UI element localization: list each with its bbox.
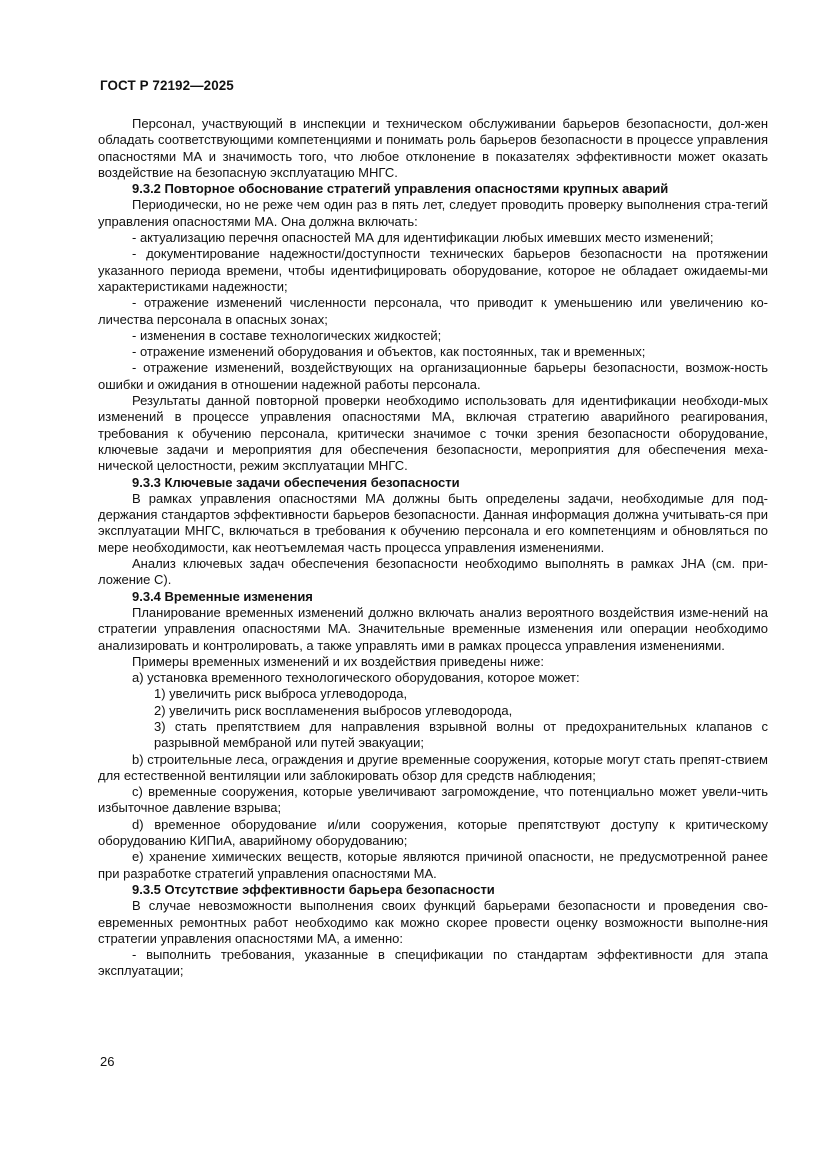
document-header: ГОСТ Р 72192—2025 (100, 78, 234, 93)
list-subitem: 3) стать препятствием для направления взрывной волны от предохранительных клапанов с разрывной мембраной или путей эвакуации; (154, 718, 768, 751)
body-paragraph: - документирование надежности/доступности технических барьеров безопасности на протяжении указанного периода времени, чтобы идентифицировать оборудование, которое не обладает ожидаемы-ми характеристиками надежности; (98, 246, 768, 294)
section-heading: 9.3.4 Временные изменения (132, 588, 313, 604)
page-number: 26 (100, 1054, 115, 1069)
body-paragraph: Персонал, участвующий в инспекции и техническом обслуживании барьеров безопасности, дол-жен обладать соответствующими компетенциями и понимать роль барьеров безопасности в процессе управления опасностями МА и значимость того, что любое отклонение в показателях эффективности может оказать воздействие на безопасную эксплуатацию МНГС. (98, 116, 768, 180)
section-heading: 9.3.2 Повторное обоснование стратегий управления опасностями крупных аварий (132, 181, 669, 197)
body-paragraph: с) временные сооружения, которые увеличивают загромождение, что потенциально может увели-чить избыточное давление взрыва; (98, 784, 768, 816)
body-paragraph: - отражение изменений, воздействующих на организационные барьеры безопасности, возмож-ность ошибки и ожидания в отношении надежной работы персонала. (98, 360, 768, 392)
body-paragraph: - актуализацию перечня опасностей МА для идентификации любых имевших место изменений; (132, 230, 714, 246)
body-paragraph: - отражение изменений оборудования и объектов, как постоянных, так и временных; (132, 344, 646, 360)
section-heading: 9.3.5 Отсутствие эффективности барьера безопасности (132, 881, 495, 897)
body-paragraph: е) хранение химических веществ, которые являются причиной опасности, не предусмотренной ранее при разработке стратегий управления опасностями МА. (98, 849, 768, 881)
body-paragraph: - выполнить требования, указанные в спецификации по стандартам эффективности для этапа эксплуатации; (98, 947, 768, 979)
body-paragraph: d) временное оборудование и/или сооружения, которые препятствуют доступу к критическому оборудованию КИПиА, аварийному оборудованию; (98, 816, 768, 849)
body-paragraph: В случае невозможности выполнения своих функций барьерами безопасности и проведения сво-евременных ремонтных работ необходимо как можно скорее провести оценку возможности выполне-ния стратегии управления опасностями МА, а именно: (98, 898, 768, 946)
body-paragraph: Периодически, но не реже чем один раз в пять лет, следует проводить проверку выполнения стра-тегий управления опасностями МА. Она должна включать: (98, 197, 768, 229)
body-paragraph: а) установка временного технологического оборудования, которое может: (132, 670, 580, 686)
list-subitem: 2) увеличить риск воспламенения выбросов углеводорода, (154, 702, 513, 718)
body-paragraph: b) строительные леса, ограждения и другие временные сооружения, которые могут стать препят-ствием для естественной вентиляции или заблокировать обзор для средств наблюдения; (98, 751, 768, 783)
list-subitem: 1) увеличить риск выброса углеводорода, (154, 686, 408, 702)
body-paragraph: - изменения в составе технологических жидкостей; (132, 327, 442, 343)
body-paragraph: Анализ ключевых задач обеспечения безопасности необходимо выполнять в рамках JHA (см. при-ложение С). (98, 556, 768, 588)
document-body (98, 116, 768, 980)
body-paragraph: Планирование временных изменений должно включать анализ вероятного воздействия изме-нений на стратегии управления опасностями МА. Значительные временные изменения или операции необходимо анализировать и контролировать, а также управлять ими в рамках процесса управления изменениями. (98, 604, 768, 653)
section-heading: 9.3.3 Ключевые задачи обеспечения безопасности (132, 474, 460, 490)
body-paragraph: Результаты данной повторной проверки необходимо использовать для идентификации необходи-мых изменений в процессе управления опасностями МА, включая стратегию аварийного реагирования, требования к обучению персонала, критически значимое с точки зрения безопасности оборудование, ключевые задачи и мероприятия для обеспечения безопасности, мероприятия для обеспечения меха-нической целостности, режим эксплуатации МНГС. (98, 393, 768, 474)
body-paragraph: - отражение изменений численности персонала, что приводит к уменьшению или увеличению ко-личества персонала в опасных зонах; (98, 295, 768, 327)
body-paragraph: В рамках управления опасностями МА должны быть определены задачи, необходимые для под-держания стандартов эффективности барьеров безопасности. Данная информация должна учитывать-ся при эксплуатации МНГС, включаться в требования к обучению персонала и его компетенциям и обновляться по мере необходимости, как неотъемлемая часть процесса управления изменениями. (98, 490, 768, 555)
body-paragraph: Примеры временных изменений и их воздействия приведены ниже: (132, 653, 544, 669)
